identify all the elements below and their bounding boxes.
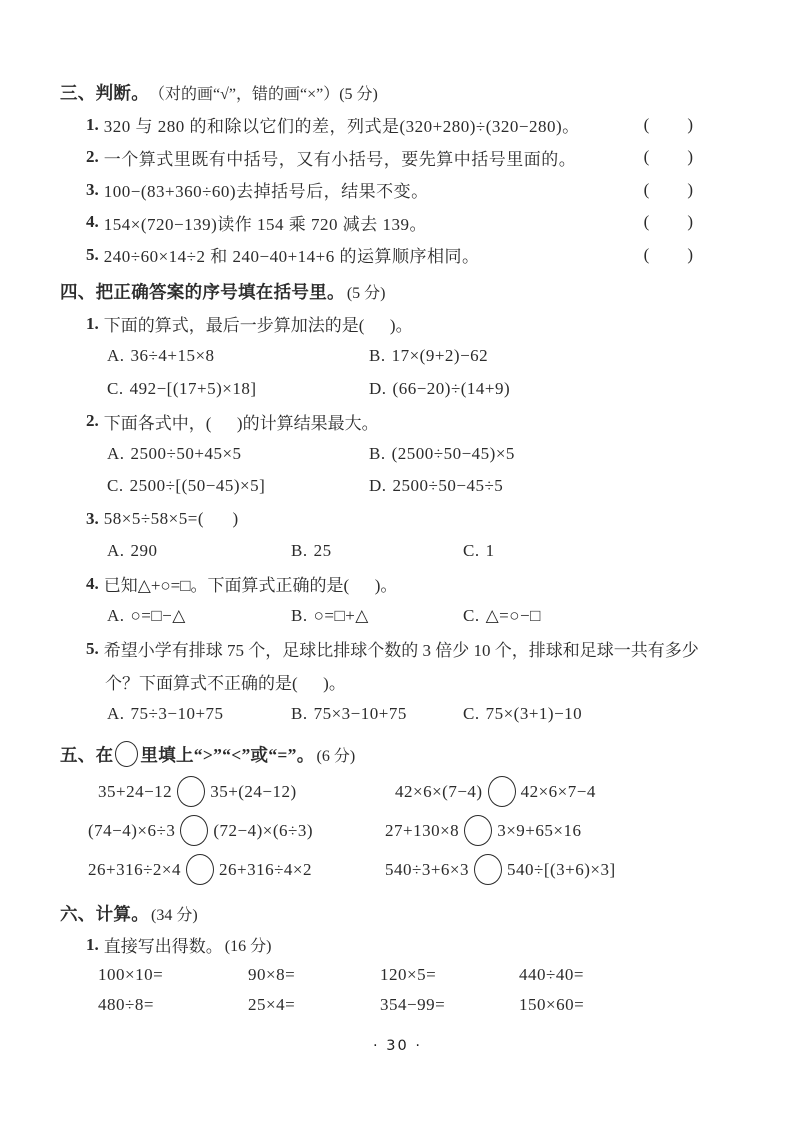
section5-score: (6 分) [316,747,356,765]
comparison-circle [186,854,214,885]
option-b: B. 25 [291,541,332,561]
section3-note: （对的画“√”，错的画“×”） [149,85,340,103]
choice-q1-options-ab [107,340,735,373]
calc-expression: 120×5= [380,964,437,984]
bracket-open: ( [643,114,650,134]
bracket-open: ( [643,179,650,199]
expression-left: 35+24−12 [98,781,173,801]
option-b: B. 17×(9+2)−62 [369,346,489,366]
expression-right: 26+316÷4×2 [219,859,313,879]
answer-bracket [644,212,693,232]
choice-q2-text [86,405,735,438]
bracket-close: ) [687,244,693,264]
choice-q2-options-cd [107,470,735,503]
choice-q1-options-cd [107,373,735,406]
section3-score: (5 分) [339,85,378,103]
expression-left: 27+130×8 [385,820,460,840]
calc-row-2 [98,990,735,1020]
choice-q5-text-line2 [105,665,735,698]
judgment-item-5 [60,239,735,272]
comparison-circle [474,854,502,885]
judgment-item-4 [60,206,735,239]
comparison-circle [464,815,492,846]
item-number: 2. [86,411,99,431]
option-a: A. 75÷3−10+75 [107,703,224,723]
comparison-pair [98,776,395,807]
item-text: 一个算式里既有中括号，又有小括号，要先算中括号里面的。 [103,149,577,169]
section3-title: 三、判断。 [60,82,149,103]
comparison-pair [385,854,735,885]
section4-title-row [60,275,735,308]
option-b: B. (2500÷50−45)×5 [369,443,515,463]
option-d: D. 2500÷50−45÷5 [369,476,504,496]
choice-q3-text [86,503,735,536]
bracket-close: ) [687,212,693,232]
item-text: 154×(720−139)读作 154 乘 720 减去 139。 [103,214,427,234]
option-c: C. 75×(3+1)−10 [463,703,583,723]
option-a: A. 36÷4+15×8 [107,346,215,366]
bracket-close: ) [687,114,693,134]
expression-left: 540÷3+6×3 [385,859,470,879]
item-text: 320 与 280 的和除以它们的差，列式是(320+280)÷(320−280)。 [103,117,580,137]
calc-expression: 150×60= [519,994,585,1014]
option-c: C. 492−[(17+5)×18] [107,378,257,398]
option-b: B. 75×3−10+75 [291,703,407,723]
item-text: 240÷60×14÷2 和 240−40+14+6 的运算顺序相同。 [103,247,480,267]
choice-q4-text [86,568,735,601]
expression-right: 3×9+65×16 [497,820,582,840]
item-number: 4. [86,212,99,232]
choice-q5-options [107,698,735,731]
calc-expression: 354−99= [380,994,446,1014]
sub-title: 直接写出得数。 [103,937,223,956]
option-a: A. ○=□−△ [107,606,186,626]
item-number: 3. [86,179,99,199]
section5-title-post: 里填上“>”“<”或“=”。 [140,744,315,765]
comparison-row-2 [88,811,735,850]
comparison-row-3 [88,850,735,889]
item-number: 1. [86,114,99,134]
item-number: 1. [86,313,99,333]
calc-expression: 100×10= [98,964,164,984]
answer-bracket [644,147,693,167]
section6-sub1-row [86,930,735,960]
choice-q4-options [107,600,735,633]
comparison-circle [180,815,208,846]
option-c: C. 1 [463,541,495,561]
judgment-item-2 [60,141,735,174]
calc-expression: 25×4= [248,994,296,1014]
item-number: 5. [86,244,99,264]
expression-right: 35+(24−12) [210,781,297,801]
item-text: 下面的算式，最后一步算加法的是( )。 [103,316,413,336]
page-number: · 30 · [373,1037,422,1054]
option-c: C. 2500÷[(50−45)×5] [107,476,266,496]
item-text: 希望小学有排球 75 个，足球比排球个数的 3 倍少 10 个，排球和足球一共有多少 [103,641,699,661]
choice-q1-text [86,308,735,341]
item-text: 100−(83+360÷60)去掉括号后，结果不变。 [103,182,429,202]
section4-title: 四、把正确答案的序号填在括号里。 [60,281,345,302]
comparison-circle [115,741,138,767]
comparison-row-1 [88,772,735,811]
choice-q2-options-ab [107,438,735,471]
choice-q5-text-line1 [86,633,735,666]
calc-row-1 [98,960,735,990]
choice-q3-options [107,535,735,568]
option-c: C. △=○−□ [463,606,541,626]
calc-expression: 480÷8= [98,994,154,1014]
judgment-item-1 [60,109,735,142]
section6-score: (34 分) [151,906,198,924]
option-b: B. ○=□+△ [291,606,369,626]
section4-score: (5 分) [346,284,386,302]
expression-left: (74−4)×6÷3 [88,820,176,840]
item-text: 个？下面算式不正确的是( )。 [105,673,346,693]
sub1-score: (16 分) [224,938,272,955]
comparison-pair [395,776,735,807]
item-text: 已知△+○=□。下面算式正确的是( )。 [103,576,398,596]
option-a: A. 290 [107,541,158,561]
section3-title-row [60,76,735,109]
item-number: 3. [86,508,99,528]
expression-left: 42×6×(7−4) [395,781,483,801]
item-number: 5. [86,638,99,658]
bracket-open: ( [643,244,650,264]
section6-title: 六、计算。 [60,903,149,924]
item-text: 58×5÷58×5=( ) [103,508,239,528]
comparison-pair [88,854,385,885]
calc-expression: 440÷40= [519,964,584,984]
bracket-close: ) [687,147,693,167]
comparison-circle [177,776,205,807]
bracket-open: ( [643,212,650,232]
expression-right: (72−4)×(6÷3) [213,820,313,840]
bracket-open: ( [643,147,650,167]
item-number: 4. [86,573,99,593]
section6-title-row [60,897,735,930]
answer-bracket [644,115,693,135]
calc-expression: 90×8= [248,964,296,984]
section5-title-row [60,736,735,772]
option-d: D. (66−20)÷(14+9) [369,378,511,398]
item-text: 下面各式中，( )的计算结果最大。 [103,413,379,433]
answer-bracket [644,180,693,200]
item-number: 1. [86,934,99,954]
comparison-circle [488,776,516,807]
comparison-pair [385,815,735,846]
answer-bracket [644,245,693,265]
expression-left: 26+316÷2×4 [88,859,182,879]
expression-right: 42×6×7−4 [520,781,596,801]
judgment-item-3 [60,174,735,207]
comparison-pair [88,815,385,846]
bracket-close: ) [687,179,693,199]
section5-title-pre: 五、在 [60,744,114,765]
expression-right: 540÷[(3+6)×3] [507,859,616,879]
option-a: A. 2500÷50+45×5 [107,443,242,463]
item-number: 2. [86,147,99,167]
